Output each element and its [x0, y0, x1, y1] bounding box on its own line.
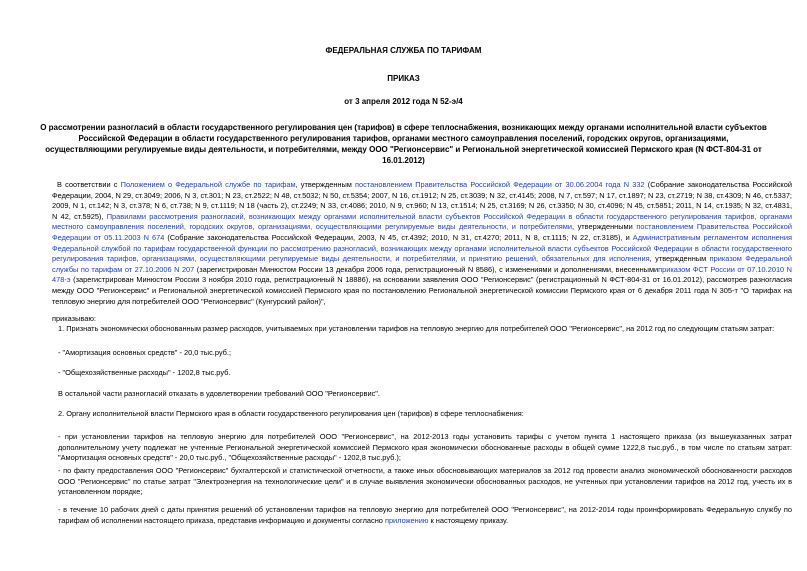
item-2-analysis: - по факту предоставления ООО "Регионсервис" бухгалтерской и статистической отчетности, а также иных обосновывающих материалов за 2012 год провести анализ экономической обоснованности расходов ООО "Регионсервис" по статье затрат "Электроэнергия на технологические цели" и в случае выявления экономически обоснованных расходов, не учтенных при установлении тарифов на 2012 год, учесть их в установленном порядке; [58, 466, 792, 497]
preamble-text-1: В соответствии с [57, 180, 121, 189]
item-2: 2. Органу исполнительной власти Пермского края в области государственного регулирования цен (тарифов) в сфере теплоснабжения: [58, 409, 524, 418]
link-government-decree-332[interactable]: постановлением Правительства Российской Федерации от 30.06.2004 года N 332 [355, 180, 645, 189]
link-fst-order-207[interactable]: приказом Федеральной службы по тарифам от 27.10.2006 N 207 [52, 254, 792, 274]
link-fst-order-478[interactable]: приказом ФСТ России от 07.10.2010 N 478-э [52, 264, 792, 285]
preamble-text-8: (зарегистрирован Минюстом России 3 ноября 2010 года, регистрационный N 18886), на основании заявления ООО "Регионсервис" (регистрационный N ФСТ-804-31 от 16.01.2012), рассмотрев разногласия между ООО "Регионсервис" и Региональной энергетической комиссией Пермского края по постановлению Региональной энергетической комиссии Пермского края от 6 декабря 2011 года N 305-т "О тарифах на тепловую энергию для потребителей ООО "Регионсервис" (Кунгурский район)", [52, 275, 792, 306]
item-2-inform-text-2: к настоящему приказу. [428, 515, 509, 525]
item-1-overhead: - "Общехозяйственные расходы" - 1202,8 тыс.руб. [58, 368, 231, 377]
item-1-amortization: - "Амортизация основных средств" - 20,0 тыс.руб.; [58, 348, 231, 357]
item-1-remainder: В остальной части разногласий отказать в удовлетворении требований ООО "Регионсервис". [58, 389, 380, 398]
document-title: О рассмотрении разногласий в области государственного регулирования цен (тарифов) в сфере теплоснабжения, возникающих между органами исполнительной власти субъектов Российской Федерации в области государственного регулирования тарифов, органами местного самоуправления поселений, городских округов, организациями, осуществляющими регулируемые виды деятельности, и потребителями, между ООО "Регионсервис" и Региональной энергетической комиссией Пермского края (N ФСТ-804-31 от 16.01.2012) [40, 123, 767, 165]
item-2-inform-text-1: - в течение 10 рабочих дней с даты принятия решений об установлении тарифов на тепловую энергию для потребителей ООО "Регионсервис", на 2012-2014 годы проинформировать Федеральную службу по тарифам об исполнении настоящего приказа, представив информацию и документы согласно [58, 505, 792, 525]
preamble-paragraph [52, 180, 792, 307]
link-appendix[interactable]: приложению [384, 515, 429, 525]
link-government-decree-674[interactable]: постановлением Правительства Российской Федерации от 05.11.2003 N 674 [52, 222, 792, 242]
preamble-text-6: , утвержденным [649, 254, 710, 264]
order-word: приказываю: [52, 314, 96, 323]
item-2-inform [58, 505, 792, 526]
link-administrative-regulation[interactable]: Административным регламентом исполнения Федеральной службой по тарифам государственной функции по рассмотрению разногласий, возникающих между органами исполнительной власти субъектов Российской Федерации в области государственного регулирования тарифов, организациями, осуществляющими регулируемые виды деятельности, и потребителями, и принятию решений, обязательных для исполнения [52, 232, 792, 264]
item-2-tariffs: - при установлении тарифов на тепловую энергию для потребителей ООО "Регионсервис", на 2012-2013 годы установить тарифы с учетом пункта 1 настоящего приказа (из вышеуказанных затрат дополнительному учету подлежат не учтенные Региональной энергетической комиссией Пермского края экономически обоснованные расходы в общей сумме 1222,8 тыс.руб., в том числе по статьям затрат: "Амортизация основных средств" - 20,0 тыс.руб., "Общехозяйственные расходы" - 1202,8 тыс.руб.); [58, 432, 792, 463]
link-dispute-rules[interactable]: Правилами рассмотрения разногласий, возникающих между органами исполнительной власти субъектов Российской Федерации в области государственного регулирования тарифов, органами местного самоуправления поселений, городских округов, организациями, осуществляющими регулируемые виды деятельности, и потребителями [52, 211, 793, 232]
preamble-text-5: (Собрание законодательства Российской Федерации, 2003, N 45, ст.4392; 2010, N 31, ст.4270; 2011, N 8, ст.1115; N 22, ст.3185), и [164, 232, 633, 242]
item-1: 1. Признать экономически обоснованным размер расходов, учитываемых при установлении тарифов на тепловую энергию для потребителей ООО "Регионсервис", на 2012 год по следующим статьям затрат: [58, 324, 775, 333]
preamble-text-3: (Собрание законодательства Российской Федерации, 2004, N 29, ст.3049; 2006, N 3, ст.301; N 23, ст.2522; N 48, ст.5032; N 50, ст.5354; 2007, N 16, ст.1912; N 25, ст.3039; N 32, ст.4145; 2008, N 7, ст.597; N 17, ст.1897; N 23, ст.2719; N 38, ст.4309; N 46, ст.5337; 2009, N 1, ст.142; N 3, ст.378; N 6, ст.738; N 9, ст.1119; N 18 (часть 2), ст.2249; N 33, ст.4086; 2010, N 9, ст.960; N 13, ст.1514; N 25, ст.3169; N 26, ст.3350; N 30, ст.4096; N 45, ст.5851; 2011, N 14, ст.1935; N 32, ст.4831, N 42, ст.5925), [52, 180, 792, 221]
agency-heading: ФЕДЕРАЛЬНАЯ СЛУЖБА ПО ТАРИФАМ [325, 46, 482, 55]
preamble-text-2: , утвержденным [295, 180, 356, 189]
preamble-text-4: , утвержденными [571, 222, 637, 232]
preamble-text-7: (зарегистрирован Минюстом России 13 декабря 2006 года, регистрационный N 8586), с изменениями и дополнениями, внесенными [194, 264, 659, 274]
link-fst-regulation[interactable]: Положением о Федеральной службе по тарифам [120, 180, 296, 189]
document-date-number: от 3 апреля 2012 года N 52-э/4 [344, 97, 463, 106]
document-type-heading: ПРИКАЗ [387, 74, 420, 83]
